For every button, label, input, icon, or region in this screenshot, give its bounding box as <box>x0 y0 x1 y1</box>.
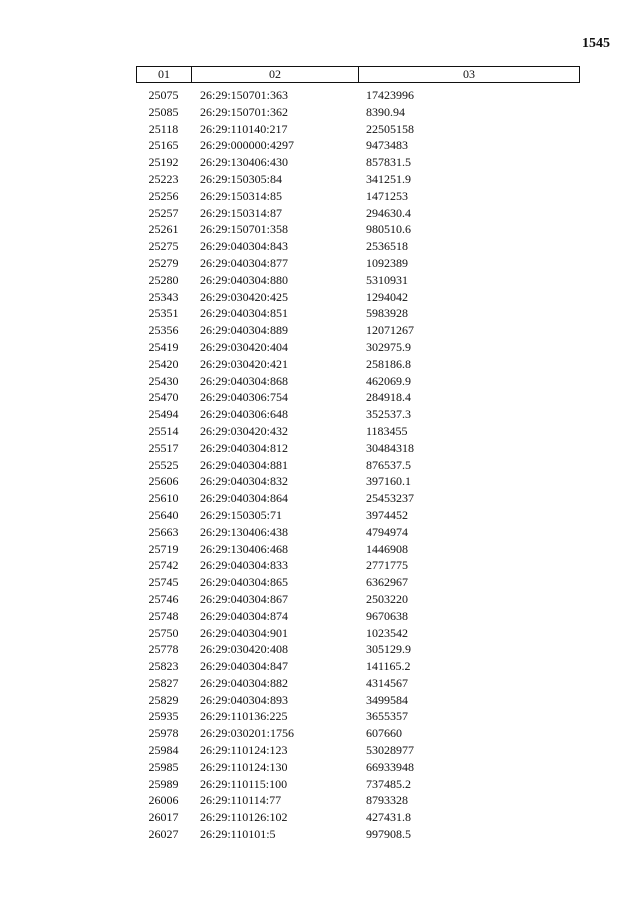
cadastral-number-cell: 26:29:040304:868 <box>200 373 289 388</box>
column-header-02: 02 <box>192 67 359 82</box>
row-id-cell: 25256 <box>148 188 179 203</box>
row-id-cell: 25192 <box>148 155 179 170</box>
value-cell: 607660 <box>366 726 402 741</box>
row-id-cell: 25275 <box>148 239 179 254</box>
value-cell: 30484318 <box>366 440 414 455</box>
table-row <box>136 87 580 104</box>
value-cell: 9670638 <box>366 608 408 623</box>
table-row <box>136 541 580 558</box>
table-row <box>136 574 580 591</box>
row-id-cell: 25748 <box>148 608 179 623</box>
value-cell: 66933948 <box>366 759 414 774</box>
cadastral-number-cell: 26:29:040304:901 <box>200 625 289 640</box>
table-row <box>136 221 580 238</box>
cadastral-number-cell: 26:29:110101:5 <box>200 827 276 842</box>
row-id-cell: 25514 <box>148 423 179 438</box>
value-cell: 4794974 <box>366 524 408 539</box>
value-cell: 4314567 <box>366 675 408 690</box>
table-row <box>136 137 580 154</box>
row-id-cell: 26027 <box>148 827 179 842</box>
value-cell: 1446908 <box>366 541 408 556</box>
table-row <box>136 154 580 171</box>
row-id-cell: 25610 <box>148 491 179 506</box>
cadastral-number-cell: 26:29:040304:881 <box>200 457 289 472</box>
table-row <box>136 238 580 255</box>
row-id-cell: 25985 <box>148 759 179 774</box>
row-id-cell: 25118 <box>148 121 179 136</box>
table-row <box>136 591 580 608</box>
value-cell: 53028977 <box>366 743 414 758</box>
row-id-cell: 25829 <box>148 692 179 707</box>
cadastral-number-cell: 26:29:040304:847 <box>200 659 289 674</box>
table-row <box>136 641 580 658</box>
cadastral-number-cell: 26:29:040304:812 <box>200 440 289 455</box>
row-id-cell: 25989 <box>148 776 179 791</box>
value-cell: 9473483 <box>366 138 408 153</box>
value-cell: 1471253 <box>366 188 408 203</box>
table-row <box>136 406 580 423</box>
table-row <box>136 373 580 390</box>
table-row <box>136 557 580 574</box>
table-row <box>136 188 580 205</box>
page-number: 1545 <box>582 36 610 51</box>
value-cell: 3655357 <box>366 709 408 724</box>
table-row <box>136 608 580 625</box>
value-cell: 305129.9 <box>366 642 411 657</box>
cadastral-number-cell: 26:29:110136:225 <box>200 709 288 724</box>
row-id-cell: 26006 <box>148 793 179 808</box>
cadastral-number-cell: 26:29:150305:71 <box>200 507 283 522</box>
value-cell: 2503220 <box>366 591 408 606</box>
cadastral-number-cell: 26:29:110114:77 <box>200 793 282 808</box>
row-id-cell: 25343 <box>148 289 179 304</box>
table-row <box>136 490 580 507</box>
row-id-cell: 26017 <box>148 810 179 825</box>
cadastral-number-cell: 26:29:030420:425 <box>200 289 289 304</box>
cadastral-number-cell: 26:29:110126:102 <box>200 810 288 825</box>
table-row <box>136 272 580 289</box>
value-cell: 17423996 <box>366 88 414 102</box>
column-header-03: 03 <box>463 67 475 81</box>
table-header <box>136 66 580 83</box>
value-cell: 341251.9 <box>366 171 411 186</box>
row-id-cell: 25280 <box>148 272 179 287</box>
row-id-cell: 25430 <box>148 373 179 388</box>
row-id-cell: 25663 <box>148 524 179 539</box>
cadastral-number-cell: 26:29:040304:889 <box>200 323 289 338</box>
table-row <box>136 625 580 642</box>
value-cell: 352537.3 <box>366 407 411 422</box>
row-id-cell: 25823 <box>148 659 179 674</box>
row-id-cell: 25778 <box>148 642 179 657</box>
cadastral-number-cell: 26:29:110124:130 <box>200 759 288 774</box>
cadastral-number-cell: 26:29:110140:217 <box>200 121 288 136</box>
value-cell: 22505158 <box>366 121 414 136</box>
cadastral-number-cell: 26:29:150701:358 <box>200 222 289 237</box>
row-id-cell: 25494 <box>148 407 179 422</box>
value-cell: 8793328 <box>366 793 408 808</box>
cadastral-number-cell: 26:29:040306:754 <box>200 390 289 405</box>
table-row <box>136 658 580 675</box>
cadastral-number-cell: 26:29:040304:874 <box>200 608 289 623</box>
cadastral-number-cell: 26:29:030420:408 <box>200 642 289 657</box>
row-id-cell: 25745 <box>148 575 179 590</box>
value-cell: 980510.6 <box>366 222 411 237</box>
table-row <box>136 389 580 406</box>
table-row <box>136 826 580 843</box>
value-cell: 2771775 <box>366 558 408 573</box>
value-cell: 302975.9 <box>366 339 411 354</box>
value-cell: 141165.2 <box>366 659 411 674</box>
value-cell: 5310931 <box>366 272 408 287</box>
value-cell: 294630.4 <box>366 205 411 220</box>
cadastral-number-cell: 26:29:040304:864 <box>200 491 289 506</box>
cadastral-number-cell: 26:29:040304:865 <box>200 575 289 590</box>
cadastral-number-cell: 26:29:030420:421 <box>200 356 289 371</box>
value-cell: 258186.8 <box>366 356 411 371</box>
cadastral-number-cell: 26:29:030201:1756 <box>200 726 295 741</box>
value-cell: 3974452 <box>366 507 408 522</box>
cadastral-number-cell: 26:29:040304:877 <box>200 255 289 270</box>
table-row <box>136 423 580 440</box>
table-row <box>136 809 580 826</box>
table-row <box>136 305 580 322</box>
table-row <box>136 255 580 272</box>
table-row <box>136 776 580 793</box>
table-row <box>136 792 580 809</box>
cadastral-number-cell: 26:29:150314:85 <box>200 188 283 203</box>
table-row <box>136 121 580 138</box>
value-cell: 876537.5 <box>366 457 411 472</box>
value-cell: 1023542 <box>366 625 408 640</box>
value-cell: 1183455 <box>366 423 408 438</box>
cadastral-number-cell: 26:29:000000:4297 <box>200 138 295 153</box>
table-row <box>136 708 580 725</box>
row-id-cell: 25470 <box>148 390 179 405</box>
row-id-cell: 25517 <box>148 440 179 455</box>
table-row <box>136 725 580 742</box>
value-cell: 1092389 <box>366 255 408 270</box>
table-row <box>136 322 580 339</box>
row-id-cell: 25356 <box>148 323 179 338</box>
row-id-cell: 25257 <box>148 205 179 220</box>
value-cell: 857831.5 <box>366 155 411 170</box>
cadastral-number-cell: 26:29:040304:843 <box>200 239 289 254</box>
value-cell: 997908.5 <box>366 827 411 842</box>
row-id-cell: 25075 <box>148 88 179 102</box>
row-id-cell: 25746 <box>148 591 179 606</box>
table-row <box>136 289 580 306</box>
value-cell: 12071267 <box>366 323 414 338</box>
value-cell: 1294042 <box>366 289 408 304</box>
table-row <box>136 675 580 692</box>
table-row <box>136 171 580 188</box>
value-cell: 427431.8 <box>366 810 411 825</box>
cadastral-number-cell: 26:29:040304:851 <box>200 306 289 321</box>
cadastral-number-cell: 26:29:040304:882 <box>200 675 289 690</box>
cadastral-number-cell: 26:29:130406:438 <box>200 524 289 539</box>
row-id-cell: 25978 <box>148 726 179 741</box>
cadastral-number-cell: 26:29:030420:432 <box>200 423 289 438</box>
table-row <box>136 524 580 541</box>
value-cell: 6362967 <box>366 575 408 590</box>
value-cell: 397160.1 <box>366 474 411 489</box>
table-row <box>136 457 580 474</box>
row-id-cell: 25165 <box>148 138 179 153</box>
cadastral-number-cell: 26:29:040306:648 <box>200 407 289 422</box>
row-id-cell: 25606 <box>148 474 179 489</box>
cadastral-number-cell: 26:29:130406:430 <box>200 155 289 170</box>
row-id-cell: 25351 <box>148 306 179 321</box>
table-row <box>136 473 580 490</box>
value-cell: 284918.4 <box>366 390 411 405</box>
value-cell: 3499584 <box>366 692 408 707</box>
table-row <box>136 440 580 457</box>
cadastral-number-cell: 26:29:130406:468 <box>200 541 289 556</box>
value-cell: 25453237 <box>366 491 414 506</box>
row-id-cell: 25640 <box>148 507 179 522</box>
value-cell: 8390.94 <box>366 104 405 119</box>
row-id-cell: 25085 <box>148 104 179 119</box>
table-row <box>136 104 580 121</box>
table-row <box>136 507 580 524</box>
value-cell: 5983928 <box>366 306 408 321</box>
row-id-cell: 25223 <box>148 171 179 186</box>
row-id-cell: 25750 <box>148 625 179 640</box>
table-body <box>136 87 580 843</box>
table-row <box>136 339 580 356</box>
cadastral-number-cell: 26:29:040304:833 <box>200 558 289 573</box>
row-id-cell: 25827 <box>148 675 179 690</box>
row-id-cell: 25742 <box>148 558 179 573</box>
table-row <box>136 205 580 222</box>
cadastral-number-cell: 26:29:150701:363 <box>200 88 289 102</box>
row-id-cell: 25261 <box>148 222 179 237</box>
row-id-cell: 25419 <box>148 339 179 354</box>
row-id-cell: 25719 <box>148 541 179 556</box>
row-id-cell: 25420 <box>148 356 179 371</box>
cadastral-number-cell: 26:29:150314:87 <box>200 205 283 220</box>
table-row <box>136 692 580 709</box>
cadastral-number-cell: 26:29:150305:84 <box>200 171 283 186</box>
cadastral-number-cell: 26:29:040304:893 <box>200 692 289 707</box>
column-header-01: 01 <box>137 67 192 82</box>
row-id-cell: 25935 <box>148 709 179 724</box>
cadastral-number-cell: 26:29:040304:867 <box>200 591 289 606</box>
cadastral-number-cell: 26:29:110115:100 <box>200 776 288 791</box>
row-id-cell: 25279 <box>148 255 179 270</box>
row-id-cell: 25525 <box>148 457 179 472</box>
table-row <box>136 742 580 759</box>
cadastral-number-cell: 26:29:150701:362 <box>200 104 289 119</box>
cadastral-number-cell: 26:29:040304:832 <box>200 474 289 489</box>
cadastral-number-cell: 26:29:110124:123 <box>200 743 288 758</box>
cadastral-number-cell: 26:29:040304:880 <box>200 272 289 287</box>
value-cell: 2536518 <box>366 239 408 254</box>
row-id-cell: 25984 <box>148 743 179 758</box>
cadastral-number-cell: 26:29:030420:404 <box>200 339 289 354</box>
value-cell: 737485.2 <box>366 776 411 791</box>
table-row <box>136 759 580 776</box>
table-row <box>136 356 580 373</box>
value-cell: 462069.9 <box>366 373 411 388</box>
